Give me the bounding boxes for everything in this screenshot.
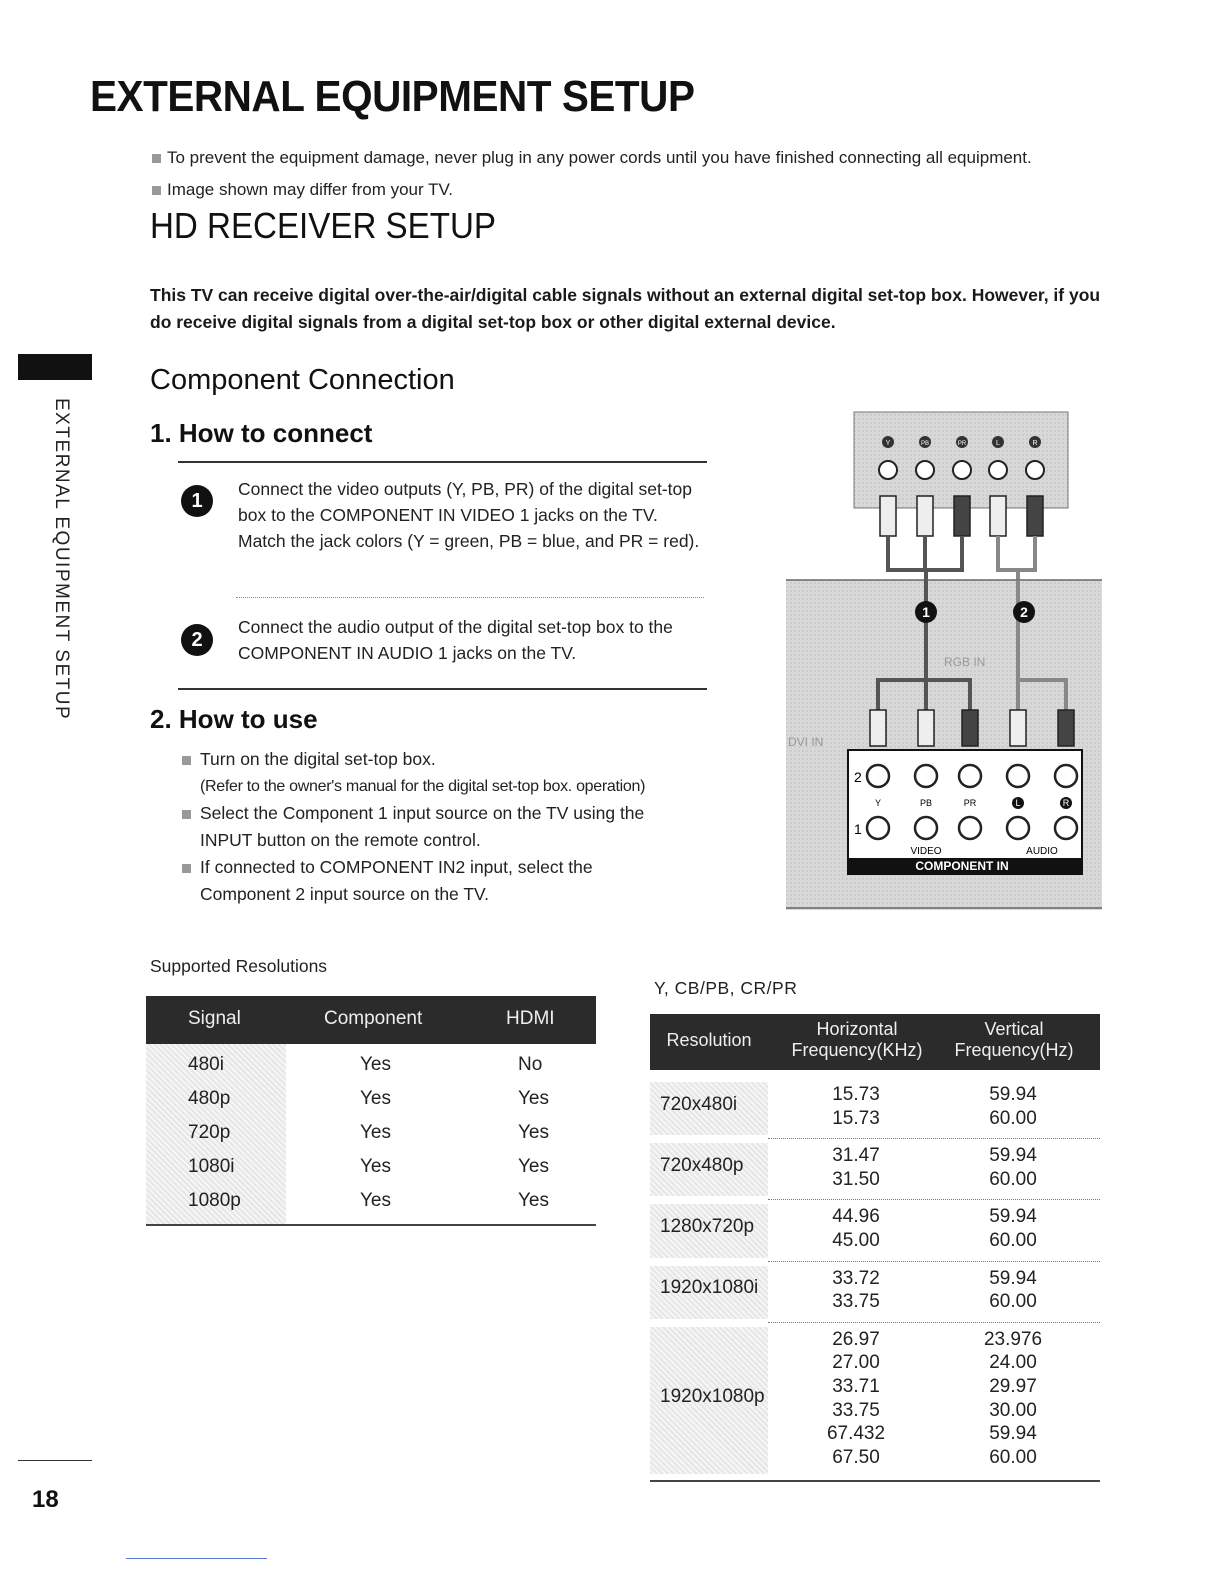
footer-divider xyxy=(18,1460,92,1461)
divider xyxy=(178,688,707,690)
table-row-group xyxy=(650,1200,1100,1259)
svg-text:R: R xyxy=(1032,440,1038,447)
column-header: Signal xyxy=(188,1008,241,1029)
table-row-group xyxy=(650,1323,1100,1477)
vertical-frequency-cell: 60.00 xyxy=(989,1229,1037,1251)
table-body xyxy=(146,1044,596,1224)
vertical-frequency-cell: 59.94 xyxy=(989,1267,1037,1289)
list-item-note: (Refer to the owner's manual for the digital set-top box. operation) xyxy=(200,778,646,795)
horizontal-frequency-cell: 31.50 xyxy=(832,1168,880,1190)
list-item: Select the Component 1 input source on the TV using the INPUT button on the remote control. xyxy=(182,800,700,854)
vertical-frequency-cell: 60.00 xyxy=(989,1446,1037,1468)
component-in-label: COMPONENT IN xyxy=(915,859,1009,873)
vertical-frequency-cell: 30.00 xyxy=(989,1399,1037,1421)
table-cell: Yes xyxy=(360,1088,391,1109)
bullet-icon xyxy=(152,154,161,163)
divider xyxy=(236,597,704,598)
frequency-table-label: Y, CB/PB, CR/PR xyxy=(654,978,798,998)
page-title: EXTERNAL EQUIPMENT SETUP xyxy=(90,72,695,121)
table-row xyxy=(146,1150,596,1184)
table-cell: 480i xyxy=(188,1054,224,1075)
vertical-frequency-cell: 59.94 xyxy=(989,1084,1037,1105)
table-row xyxy=(146,1082,596,1116)
table-row-group xyxy=(650,1078,1100,1137)
audio-label: AUDIO xyxy=(1026,846,1058,857)
vertical-frequency-cell: 60.00 xyxy=(989,1168,1037,1190)
svg-text:2: 2 xyxy=(854,769,862,785)
table-cell: 480p xyxy=(188,1088,231,1109)
svg-text:L: L xyxy=(1015,798,1021,808)
horizontal-frequency-cell: 67.432 xyxy=(826,1423,886,1445)
resolution-cell: 1280x720p xyxy=(660,1215,755,1237)
svg-text:PR: PR xyxy=(963,798,977,808)
table-cell: Yes xyxy=(360,1156,391,1177)
vertical-frequency-cell: 60.00 xyxy=(989,1107,1037,1129)
horizontal-frequency-cell: 26.97 xyxy=(832,1328,880,1350)
resolution-cell: 1920x1080p xyxy=(660,1385,765,1407)
column-header: Horizontal Frequency(KHz) xyxy=(791,1019,923,1060)
component-heading: Component Connection xyxy=(150,364,455,396)
vertical-frequency-cell: 59.94 xyxy=(989,1423,1037,1445)
table-cell: No xyxy=(518,1054,543,1075)
resolution-cell: 1920x1080i xyxy=(660,1277,759,1299)
svg-text:2: 2 xyxy=(1020,604,1028,620)
column-header: HDMI xyxy=(506,1008,555,1029)
svg-text:1: 1 xyxy=(922,604,930,620)
svg-text:Y: Y xyxy=(885,440,891,447)
settop-box-panel xyxy=(854,412,1068,508)
horizontal-frequency-cell: 44.96 xyxy=(832,1206,880,1228)
intro-paragraph: This TV can receive digital over-the-air/digital cable signals without an external digital set-top box. However, if you do receive digital signals from a digital set-top box or other digital external device. xyxy=(150,285,1101,332)
how-to-use-heading: 2. How to use xyxy=(150,704,318,734)
svg-text:PB: PB xyxy=(919,798,933,808)
table-header xyxy=(650,1014,1100,1070)
svg-text:1: 1 xyxy=(854,821,862,837)
table-cell: Yes xyxy=(360,1190,391,1211)
column-header: Vertical Frequency(Hz) xyxy=(954,1019,1074,1060)
table-cell: Yes xyxy=(360,1054,391,1075)
horizontal-frequency-cell: 31.47 xyxy=(832,1145,880,1167)
note-item: To prevent the equipment damage, never plug in any power cords until you have finished connecting all equipment. xyxy=(152,148,1032,168)
step-marker xyxy=(1013,601,1035,623)
resolution-cell: 720x480p xyxy=(660,1154,744,1176)
list-item: If connected to COMPONENT IN2 input, select the Component 2 input source on the TV. xyxy=(182,854,680,908)
bottom-line xyxy=(126,1558,267,1559)
step-text: Connect the audio output of the digital set-top box to the COMPONENT IN AUDIO 1 jacks on the TV. xyxy=(238,617,673,663)
resolution-cell: 720x480i xyxy=(660,1093,738,1115)
bullet-icon xyxy=(152,186,161,195)
vertical-frequency-cell: 59.94 xyxy=(989,1206,1037,1228)
table-row xyxy=(146,1048,596,1082)
table-row xyxy=(146,1184,596,1218)
horizontal-frequency-cell: 33.72 xyxy=(832,1267,880,1289)
table-row xyxy=(146,1116,596,1150)
step-text: Connect the video outputs (Y, PB, PR) of the digital set-top box to the COMPONENT IN VIDEO 1 jacks on the TV. Match the jack colors (Y = green, PB = blue, and PR = red). xyxy=(238,479,700,551)
dvi-in-label: DVI IN xyxy=(788,735,824,749)
step-number-badge: 1 xyxy=(181,485,213,517)
table-cell: Yes xyxy=(360,1122,391,1143)
vertical-frequency-cell: 24.00 xyxy=(989,1352,1037,1374)
horizontal-frequency-cell: 15.73 xyxy=(832,1107,880,1129)
sidebar-label: EXTERNAL EQUIPMENT SETUP xyxy=(51,398,72,721)
svg-text:PR: PR xyxy=(957,441,967,447)
horizontal-frequency-cell: 27.00 xyxy=(832,1352,880,1374)
table-cell: Yes xyxy=(518,1190,549,1211)
table-cell: Yes xyxy=(518,1088,549,1109)
table-cell: Yes xyxy=(518,1156,549,1177)
horizontal-frequency-cell: 67.50 xyxy=(832,1446,880,1468)
vertical-frequency-cell: 23.976 xyxy=(983,1328,1043,1350)
supported-resolutions-table xyxy=(146,996,596,1224)
horizontal-frequency-cell: 33.71 xyxy=(832,1375,880,1397)
svg-text:PB: PB xyxy=(920,441,930,447)
vertical-frequency-cell: 29.97 xyxy=(989,1375,1037,1397)
step-number-badge: 2 xyxy=(181,624,213,656)
table-cell: 1080p xyxy=(188,1190,241,1211)
supported-resolutions-label: Supported Resolutions xyxy=(150,956,328,976)
video-label: VIDEO xyxy=(910,846,942,857)
sidebar-marker xyxy=(18,354,92,380)
column-header: Resolution xyxy=(666,1030,752,1050)
svg-text:R: R xyxy=(1062,798,1070,808)
table-cell: Yes xyxy=(518,1122,549,1143)
how-to-use-list xyxy=(182,746,722,908)
table-row-group xyxy=(650,1139,1100,1198)
section-title: HD RECEIVER SETUP xyxy=(150,205,496,246)
how-to-connect-heading: 1. How to connect xyxy=(150,418,373,448)
table-cell: 1080i xyxy=(188,1156,235,1177)
vertical-frequency-cell: 60.00 xyxy=(989,1291,1037,1313)
table-cell: 720p xyxy=(188,1122,231,1143)
vertical-frequency-cell: 59.94 xyxy=(989,1145,1037,1167)
divider xyxy=(178,461,707,463)
connection-diagram xyxy=(786,410,1104,910)
horizontal-frequency-cell: 33.75 xyxy=(832,1399,880,1421)
page-number: 18 xyxy=(32,1486,59,1513)
horizontal-frequency-cell: 45.00 xyxy=(832,1229,880,1251)
note-item: Image shown may differ from your TV. xyxy=(152,180,453,200)
table-header xyxy=(146,996,596,1044)
svg-text:Y: Y xyxy=(874,798,882,808)
table-row-group xyxy=(650,1262,1100,1321)
horizontal-frequency-cell: 33.75 xyxy=(832,1291,880,1313)
step-marker xyxy=(915,601,937,623)
horizontal-frequency-cell: 15.73 xyxy=(832,1084,880,1105)
column-header: Component xyxy=(324,1008,423,1029)
rgb-in-label: RGB IN xyxy=(944,655,986,669)
svg-text:L: L xyxy=(996,440,1000,447)
frequency-table xyxy=(650,1014,1100,1468)
list-item: Turn on the digital set-top box. xyxy=(182,746,722,773)
